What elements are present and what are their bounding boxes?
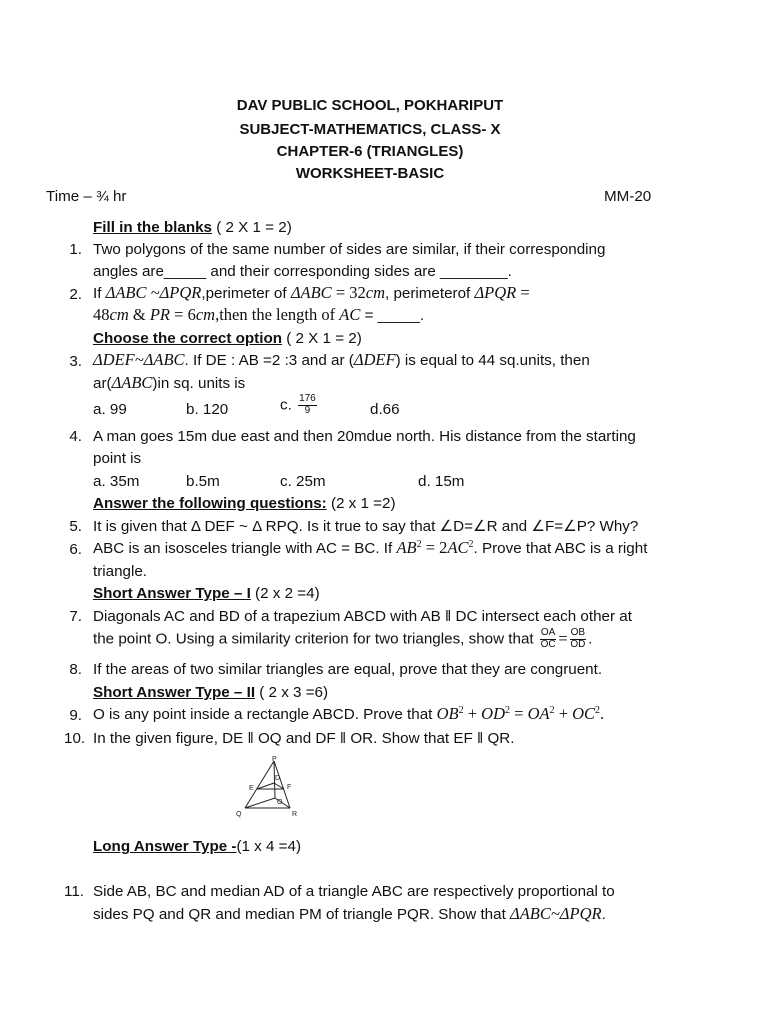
section-marks: (2 x 2 =4) [250, 585, 320, 602]
text-run: )in sq. units is [152, 375, 246, 392]
math-expression: + [463, 704, 482, 724]
label-p: P [272, 756, 277, 763]
question-text: Two polygons of the same number of sides are similar, if their corresponding [93, 241, 606, 258]
option-b: b.5m [186, 473, 220, 490]
text-run: ,perimeter of [201, 285, 291, 302]
question-text: Side AB, BC and median AD of a triangle ABC are respectively proportional to [93, 883, 615, 900]
section-marks: (1 x 4 =4) [236, 838, 302, 855]
question-number: 9. [69, 707, 82, 724]
option-label: c. [280, 396, 292, 414]
math-expression: ,then the length of [215, 305, 340, 324]
label-o: O [277, 799, 283, 806]
text-run: . If DE : AB =2 :3 and ar ( [184, 352, 354, 369]
question-text: point is [93, 450, 142, 467]
math-expression: 48 [93, 305, 110, 324]
text-run: the point O. Using a similarity criterion for two triangles, show that [93, 630, 534, 648]
question-number: 4. [69, 428, 82, 445]
text-run: ABC is an isosceles triangle with AC = BC. If [93, 540, 397, 558]
math-expression: ΔABC~ΔPQR [510, 904, 602, 923]
option-d: d.66 [370, 401, 400, 418]
question-number: 7. [69, 608, 82, 625]
math-expression: ΔDEF~ΔABC [93, 350, 185, 369]
worksheet-line: WORKSHEET-BASIC [295, 165, 445, 182]
text-run: , perimeterof [385, 285, 475, 302]
question-number: 11. [64, 883, 84, 900]
math-expression: = [516, 283, 530, 302]
math-expression: cm [195, 305, 216, 324]
label-r: R [292, 811, 298, 818]
math-expression: = 32 [331, 283, 366, 302]
math-expression: ΔPQR [474, 283, 517, 302]
math-expression: = [558, 628, 568, 648]
text-run: = _____. [360, 307, 425, 324]
math-expression: cm [109, 305, 129, 324]
math-expression: & [128, 305, 150, 324]
section-marks: ( 2 X 1 = 2) [212, 219, 292, 236]
section-answer-following [93, 496, 396, 511]
math-expression: OD [481, 704, 505, 724]
section-marks: ( 2 x 3 =6) [255, 684, 329, 701]
option-a: a. 35m [93, 473, 140, 490]
question-text: triangle. [93, 563, 148, 580]
question-text [93, 285, 530, 302]
text-run: O is any point inside a rectangle ABCD. Prove that [93, 706, 437, 724]
question-number: 6. [69, 541, 82, 558]
max-marks-label: MM-20 [604, 188, 652, 205]
text-run: . [601, 906, 606, 923]
math-expression: = 6 [170, 305, 196, 324]
subject-line: SUBJECT-MATHEMATICS, CLASS- X [239, 121, 501, 138]
math-expression: AC [447, 538, 469, 558]
question-number: 8. [69, 661, 82, 678]
fraction-denominator: 9 [304, 404, 311, 416]
fraction [540, 628, 556, 650]
math-expression: ΔABC [111, 373, 153, 392]
fraction-numerator: 176 [299, 393, 316, 404]
math-expression: ΔDEF [353, 350, 396, 369]
question-number: 10. [64, 730, 86, 747]
section-title: Short Answer Type – I [93, 585, 251, 602]
question-text: In the given figure, DE ‖ OQ and DF ‖ OR. Show that EF ‖ QR. [93, 730, 515, 747]
question-number: 3. [69, 353, 82, 370]
section-marks: ( 2 X 1 = 2) [282, 330, 362, 347]
math-expression: PR [149, 305, 171, 324]
label-q: Q [236, 811, 242, 818]
superscript: 2 [549, 705, 555, 716]
section-fill-blanks [93, 220, 292, 235]
math-expression: = [510, 704, 528, 724]
math-expression: AC [339, 305, 361, 324]
question-text [93, 540, 647, 557]
question-number: 1. [69, 241, 82, 258]
time-label: Time – ¾ hr [46, 188, 127, 205]
text-run: . Prove that ABC is a right [473, 540, 648, 558]
section-title: Answer the following questions: [93, 495, 327, 512]
option-c: c. 25m [280, 473, 326, 490]
school-name: DAV PUBLIC SCHOOL, POKHARIPUT [236, 97, 504, 114]
question-number: 5. [69, 518, 82, 535]
question-number: 2. [69, 286, 82, 303]
label-d: D [275, 775, 281, 782]
section-long-answer [93, 839, 301, 854]
math-expression: cm [365, 283, 385, 302]
fraction [570, 628, 586, 650]
question-text [93, 906, 606, 923]
option-d: d. 15m [418, 473, 465, 490]
math-expression: OC [572, 704, 596, 724]
section-short-answer-2 [93, 685, 328, 700]
text-run: ar( [93, 375, 112, 392]
math-expression: = 2 [421, 538, 448, 558]
section-title: Fill in the blanks [93, 219, 212, 236]
section-short-answer-1 [93, 586, 320, 601]
option-c [280, 394, 319, 416]
question-text: It is given that Δ DEF ~ Δ RPQ. Is it true to say that ∠D=∠R and ∠F=∠P? Why? [93, 518, 639, 535]
math-expression: OA [527, 704, 550, 724]
superscript: 2 [595, 705, 601, 716]
superscript: 2 [468, 539, 474, 550]
question-text: angles are_____ and their corresponding sides are ________. [93, 263, 512, 280]
section-title: Long Answer Type - [93, 838, 237, 855]
text-run: ) is equal to 44 sq.units, then [395, 352, 590, 369]
fraction [298, 394, 317, 416]
math-expression: AB [396, 538, 417, 558]
superscript: 2 [458, 705, 464, 716]
option-b: b. 120 [186, 401, 229, 418]
math-expression: + [554, 704, 573, 724]
section-title: Choose the correct option [93, 330, 283, 347]
question-text [93, 706, 604, 723]
question-text [93, 352, 590, 369]
section-marks: (2 x 1 =2) [326, 495, 396, 512]
line-oq [245, 798, 275, 808]
fraction-denominator: OD [570, 638, 586, 650]
section-choose-option [93, 331, 362, 346]
question-text: Diagonals AC and BD of a trapezium ABCD with AB ‖ DC intersect each other at [93, 608, 632, 625]
chapter-line: CHAPTER-6 (TRIANGLES) [276, 143, 464, 160]
question-text: If the areas of two similar triangles are equal, prove that they are congruent. [93, 661, 603, 678]
label-e: E [249, 785, 254, 792]
text-run: . [588, 630, 593, 648]
triangle-figure [230, 756, 300, 818]
math-expression: ΔABC ~ΔPQR [105, 283, 202, 302]
fraction-numerator: OA [540, 627, 556, 638]
superscript: 2 [416, 539, 422, 550]
fraction-numerator: OB [570, 627, 586, 638]
question-text [93, 307, 424, 324]
section-title: Short Answer Type – II [93, 684, 256, 701]
superscript: 2 [505, 705, 510, 716]
label-f: F [287, 784, 292, 791]
math-expression: OB [436, 704, 459, 724]
question-text [93, 375, 245, 392]
option-a: a. 99 [93, 401, 127, 418]
text-run: sides PQ and QR and median PM of triangle PQR. Show that [93, 906, 511, 923]
question-text [93, 628, 592, 650]
text-run: If [93, 285, 106, 302]
question-text: A man goes 15m due east and then 20mdue north. His distance from the starting [93, 428, 636, 445]
math-expression: ΔABC [290, 283, 332, 302]
math-expression: . [600, 704, 605, 724]
fraction-denominator: OC [540, 638, 556, 650]
